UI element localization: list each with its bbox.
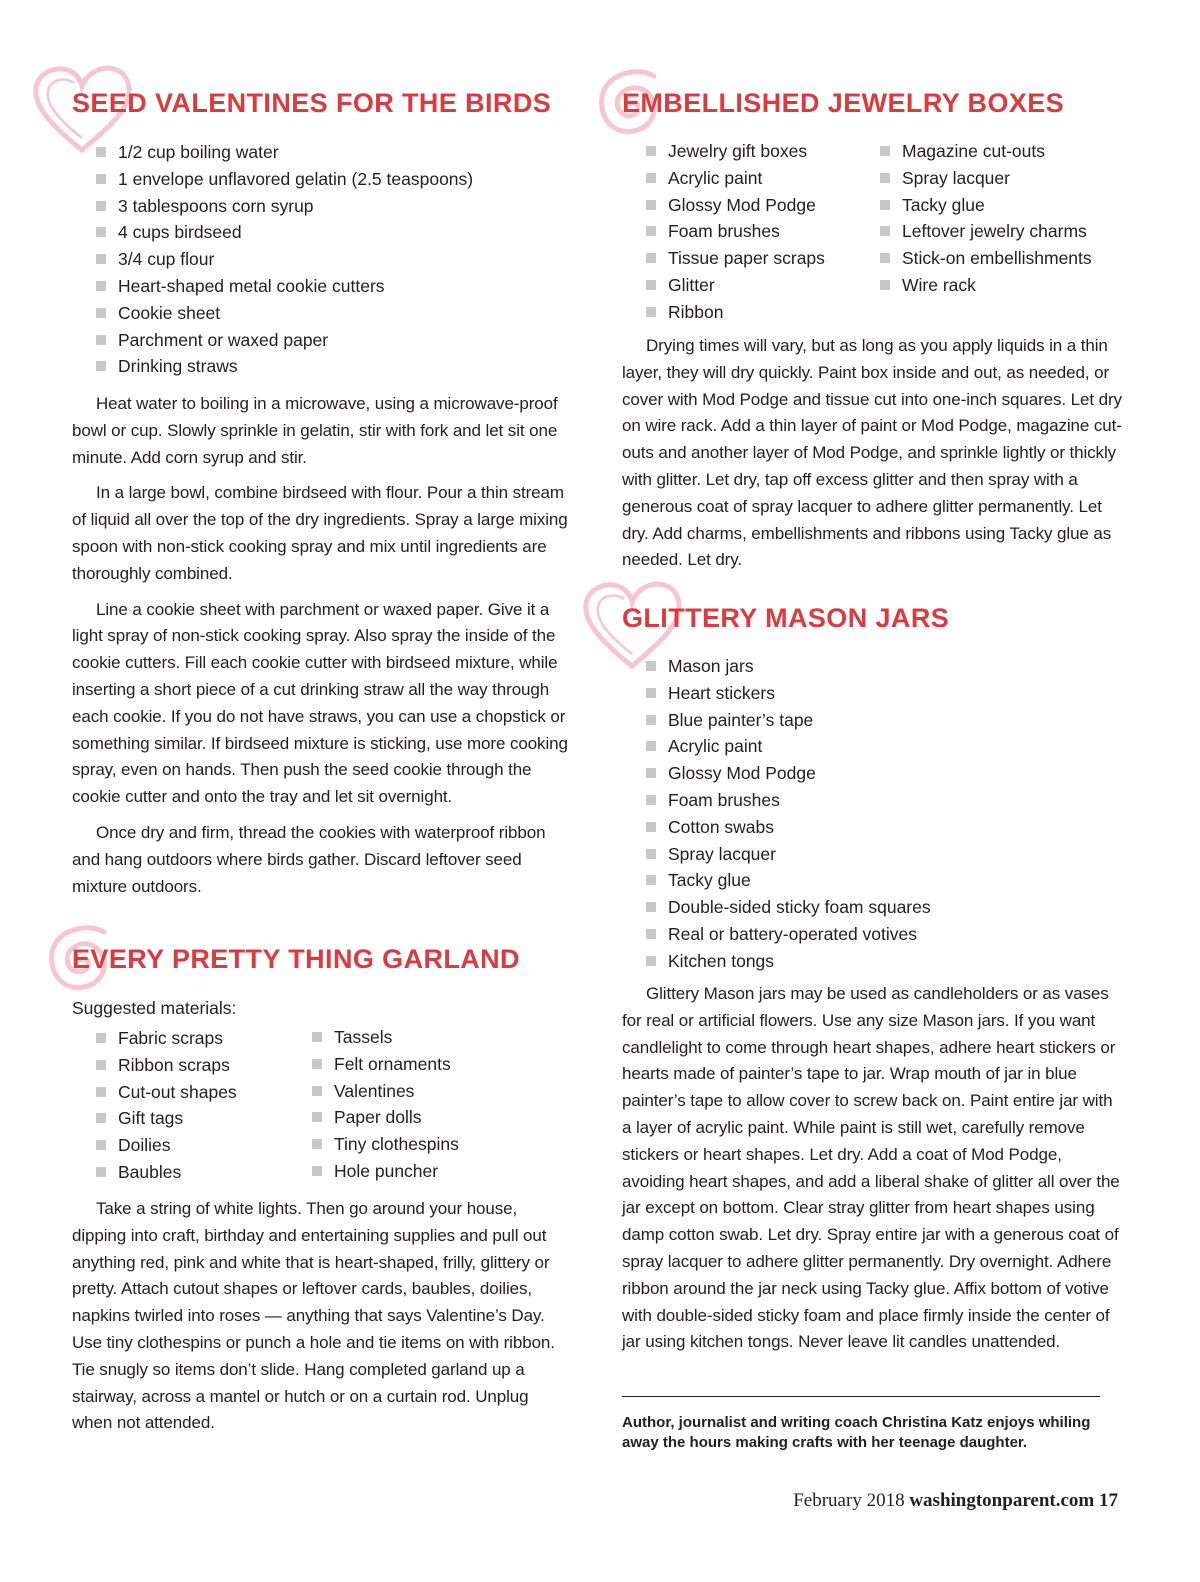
list-item: 3/4 cup flour xyxy=(72,246,473,273)
garland-intro: Suggested materials: xyxy=(72,998,237,1018)
list-item: Tacky glue xyxy=(622,867,931,894)
bullet-square-icon xyxy=(880,200,890,210)
list-item: Felt ornaments xyxy=(288,1051,459,1078)
bullet-square-icon xyxy=(646,795,656,805)
list-item: Spray lacquer xyxy=(856,165,1092,192)
list-item: 1/2 cup boiling water xyxy=(72,139,473,166)
garland-materials-col1 xyxy=(72,1025,237,1186)
list-item: Acrylic paint xyxy=(622,165,825,192)
paragraph: Take a string of white lights. Then go around your house, dipping into craft, birthday and entertaining supplies and pull out anything red, pink and white that is heart-shaped, frilly, glittery or pretty. Attach cutout shapes or leftover cards, baubles, doilies, napkins twirled into roses — anything that says Valentine’s Day. Use tiny clothespins or punch a hole and tie items on with ribbon. Tie snugly so items don’t slide. Hang completed garland up a stairway, across a mantel or hutch or on a curtain rod. Unplug when not attended. xyxy=(72,1199,555,1433)
divider xyxy=(622,1396,1100,1397)
bullet-square-icon xyxy=(646,929,656,939)
bullet-square-icon xyxy=(646,280,656,290)
paragraph: Once dry and firm, thread the cookies with waterproof ribbon and hang outdoors where birds gather. Discard leftover seed mixture outdoors. xyxy=(72,822,546,896)
bullet-square-icon xyxy=(646,226,656,236)
list-item: Foam brushes xyxy=(622,218,825,245)
mason-instructions xyxy=(622,981,1122,1365)
bullet-square-icon xyxy=(646,849,656,859)
list-item: Kitchen tongs xyxy=(622,948,931,975)
bullet-square-icon xyxy=(646,661,656,671)
list-item: Foam brushes xyxy=(622,787,931,814)
bullet-square-icon xyxy=(96,1113,106,1123)
list-item: Heart-shaped metal cookie cutters xyxy=(72,273,473,300)
list-item: 4 cups birdseed xyxy=(72,219,473,246)
page-footer xyxy=(793,1490,1118,1512)
bullet-square-icon xyxy=(96,147,106,157)
list-item: Baubles xyxy=(72,1159,237,1186)
list-item: Acrylic paint xyxy=(622,733,931,760)
bullet-square-icon xyxy=(312,1059,322,1069)
list-item: Glitter xyxy=(622,272,825,299)
list-item: Blue painter’s tape xyxy=(622,707,931,734)
bullet-square-icon xyxy=(96,201,106,211)
bullet-square-icon xyxy=(96,281,106,291)
bullet-square-icon xyxy=(880,280,890,290)
list-item: Leftover jewelry charms xyxy=(856,218,1092,245)
list-item: 1 envelope unflavored gelatin (2.5 teaspoons) xyxy=(72,166,473,193)
list-item: Gift tags xyxy=(72,1105,237,1132)
section-title-mason-jars: GLITTERY MASON JARS xyxy=(622,603,950,633)
list-item: Valentines xyxy=(288,1078,459,1105)
seed-valentines-instructions xyxy=(72,391,568,909)
bullet-square-icon xyxy=(880,173,890,183)
bullet-square-icon xyxy=(880,226,890,236)
bullet-square-icon xyxy=(646,956,656,966)
list-item: Stick-on embellishments xyxy=(856,245,1092,272)
bullet-square-icon xyxy=(646,822,656,832)
bullet-square-icon xyxy=(646,200,656,210)
section-title-seed-valentines: SEED VALENTINES FOR THE BIRDS xyxy=(72,88,552,118)
list-item: Tacky glue xyxy=(856,192,1092,219)
bullet-square-icon xyxy=(96,1033,106,1043)
list-item: Spray lacquer xyxy=(622,841,931,868)
bullet-square-icon xyxy=(646,875,656,885)
garland-instructions xyxy=(72,1196,568,1446)
jewelry-instructions xyxy=(622,333,1122,583)
bullet-square-icon xyxy=(96,1167,106,1177)
list-item: Mason jars xyxy=(622,653,931,680)
bullet-square-icon xyxy=(96,308,106,318)
mason-materials xyxy=(622,653,931,975)
list-item: Paper dolls xyxy=(288,1104,459,1131)
list-item: Heart stickers xyxy=(622,680,931,707)
list-item: Fabric scraps xyxy=(72,1025,237,1052)
list-item: Ribbon xyxy=(622,299,825,326)
list-item: Glossy Mod Podge xyxy=(622,760,931,787)
paragraph: Line a cookie sheet with parchment or waxed paper. Give it a light spray of non-stick cooking spray. Also spray the inside of the cookie cutters. Fill each cookie cutter with birdseed mixture, while inserting a short piece of a cut drinking straw all the way through each cookie. If you do not have straws, you can use a chopstick or something similar. If birdseed mixture is sticking, use more cooking spray, even on hands. Then push the seed cookie through the cookie cutter and onto the tray and let sit overnight. xyxy=(72,599,568,807)
bullet-square-icon xyxy=(312,1112,322,1122)
jewelry-materials-col1 xyxy=(622,138,825,326)
bullet-square-icon xyxy=(96,1087,106,1097)
bullet-square-icon xyxy=(646,768,656,778)
bullet-square-icon xyxy=(646,307,656,317)
paragraph: Drying times will vary, but as long as you apply liquids in a thin layer, they will dry quickly. Paint box inside and out, as needed, or cover with Mod Podge and tissue cut into one-inch squares. Let dry on wire rack. Add a thin layer of paint or Mod Podge, magazine cut-outs and another layer of Mod Podge, and sprinkle lightly or thickly with glitter. Let dry, tap off excess glitter and then spray with a generous coat of spray lacquer to adhere glitter permanently. Let dry. Add charms, embellishments and ribbons using Tacky glue as needed. Let dry. xyxy=(622,336,1122,570)
list-item: Ribbon scraps xyxy=(72,1052,237,1079)
bullet-square-icon xyxy=(312,1139,322,1149)
jewelry-materials-col2 xyxy=(856,138,1092,299)
issue-date: February 2018 xyxy=(793,1490,905,1511)
list-item: Doilies xyxy=(72,1132,237,1159)
author-byline: Author, journalist and writing coach Christina Katz enjoys whiling away the hours making crafts with her teenage daughter. xyxy=(622,1414,1091,1451)
bullet-square-icon xyxy=(96,174,106,184)
bullet-square-icon xyxy=(880,146,890,156)
bullet-square-icon xyxy=(96,254,106,264)
bullet-square-icon xyxy=(312,1086,322,1096)
section-title-garland: EVERY PRETTY THING GARLAND xyxy=(72,944,520,974)
bullet-square-icon xyxy=(646,173,656,183)
list-item: Tiny clothespins xyxy=(288,1131,459,1158)
bullet-square-icon xyxy=(312,1166,322,1176)
list-item: Hole puncher xyxy=(288,1158,459,1185)
list-item: Tissue paper scraps xyxy=(622,245,825,272)
list-item: Cut-out shapes xyxy=(72,1079,237,1106)
bullet-square-icon xyxy=(96,361,106,371)
list-item: Wire rack xyxy=(856,272,1092,299)
list-item: 3 tablespoons corn syrup xyxy=(72,193,473,220)
bullet-square-icon xyxy=(646,253,656,263)
section-title-jewelry-boxes: EMBELLISHED JEWELRY BOXES xyxy=(622,88,1065,118)
bullet-square-icon xyxy=(312,1032,322,1042)
ingredient-list xyxy=(72,139,473,380)
bullet-square-icon xyxy=(96,1060,106,1070)
list-item: Drinking straws xyxy=(72,353,473,380)
list-item: Tassels xyxy=(288,1024,459,1051)
bullet-square-icon xyxy=(646,146,656,156)
bullet-square-icon xyxy=(96,1140,106,1150)
list-item: Cookie sheet xyxy=(72,300,473,327)
paragraph: Glittery Mason jars may be used as candleholders or as vases for real or artificial flowers. Use any size Mason jars. If you want candlelight to come through heart shapes, adhere heart stickers or hearts made of painter’s tape to jar. Wrap mouth of jar in blue painter’s tape to allow cover to screw back on. Paint entire jar with a layer of acrylic paint. While paint is still wet, carefully remove stickers or heart shapes. Let dry. Add a coat of Mod Podge, avoiding heart shapes, and add a liberal shake of glitter all over the jar except on bottom. Clear stray glitter from heart shapes using damp cotton swab. Let dry. Spray entire jar with a generous coat of spray lacquer to adhere glitter permanently. Dry overnight. Adhere ribbon around the jar neck using Tacky glue. Affix bottom of votive with double-sided sticky foam and place firmly inside the center of jar using kitchen tongs. Never leave lit candles unattended. xyxy=(622,984,1120,1352)
page-number: 17 xyxy=(1099,1490,1118,1511)
paragraph: In a large bowl, combine birdseed with flour. Pour a thin stream of liquid all over the top of the dry ingredients. Spray a large mixing spoon with non-stick cooking spray and mix until ingredients are thoroughly combined. xyxy=(72,483,568,583)
list-item: Jewelry gift boxes xyxy=(622,138,825,165)
list-item: Parchment or waxed paper xyxy=(72,327,473,354)
bullet-square-icon xyxy=(96,227,106,237)
bullet-square-icon xyxy=(880,253,890,263)
bullet-square-icon xyxy=(96,335,106,345)
site-name: washingtonparent.com xyxy=(909,1490,1095,1511)
bullet-square-icon xyxy=(646,902,656,912)
bullet-square-icon xyxy=(646,688,656,698)
list-item: Glossy Mod Podge xyxy=(622,192,825,219)
bullet-square-icon xyxy=(646,715,656,725)
list-item: Real or battery-operated votives xyxy=(622,921,931,948)
paragraph: Heat water to boiling in a microwave, using a microwave-proof bowl or cup. Slowly sprinkle in gelatin, stir with fork and let sit one minute. Add corn syrup and stir. xyxy=(72,394,558,467)
list-item: Cotton swabs xyxy=(622,814,931,841)
bullet-square-icon xyxy=(646,741,656,751)
garland-materials-col2 xyxy=(288,1024,459,1185)
list-item: Magazine cut-outs xyxy=(856,138,1092,165)
list-item: Double-sided sticky foam squares xyxy=(622,894,931,921)
